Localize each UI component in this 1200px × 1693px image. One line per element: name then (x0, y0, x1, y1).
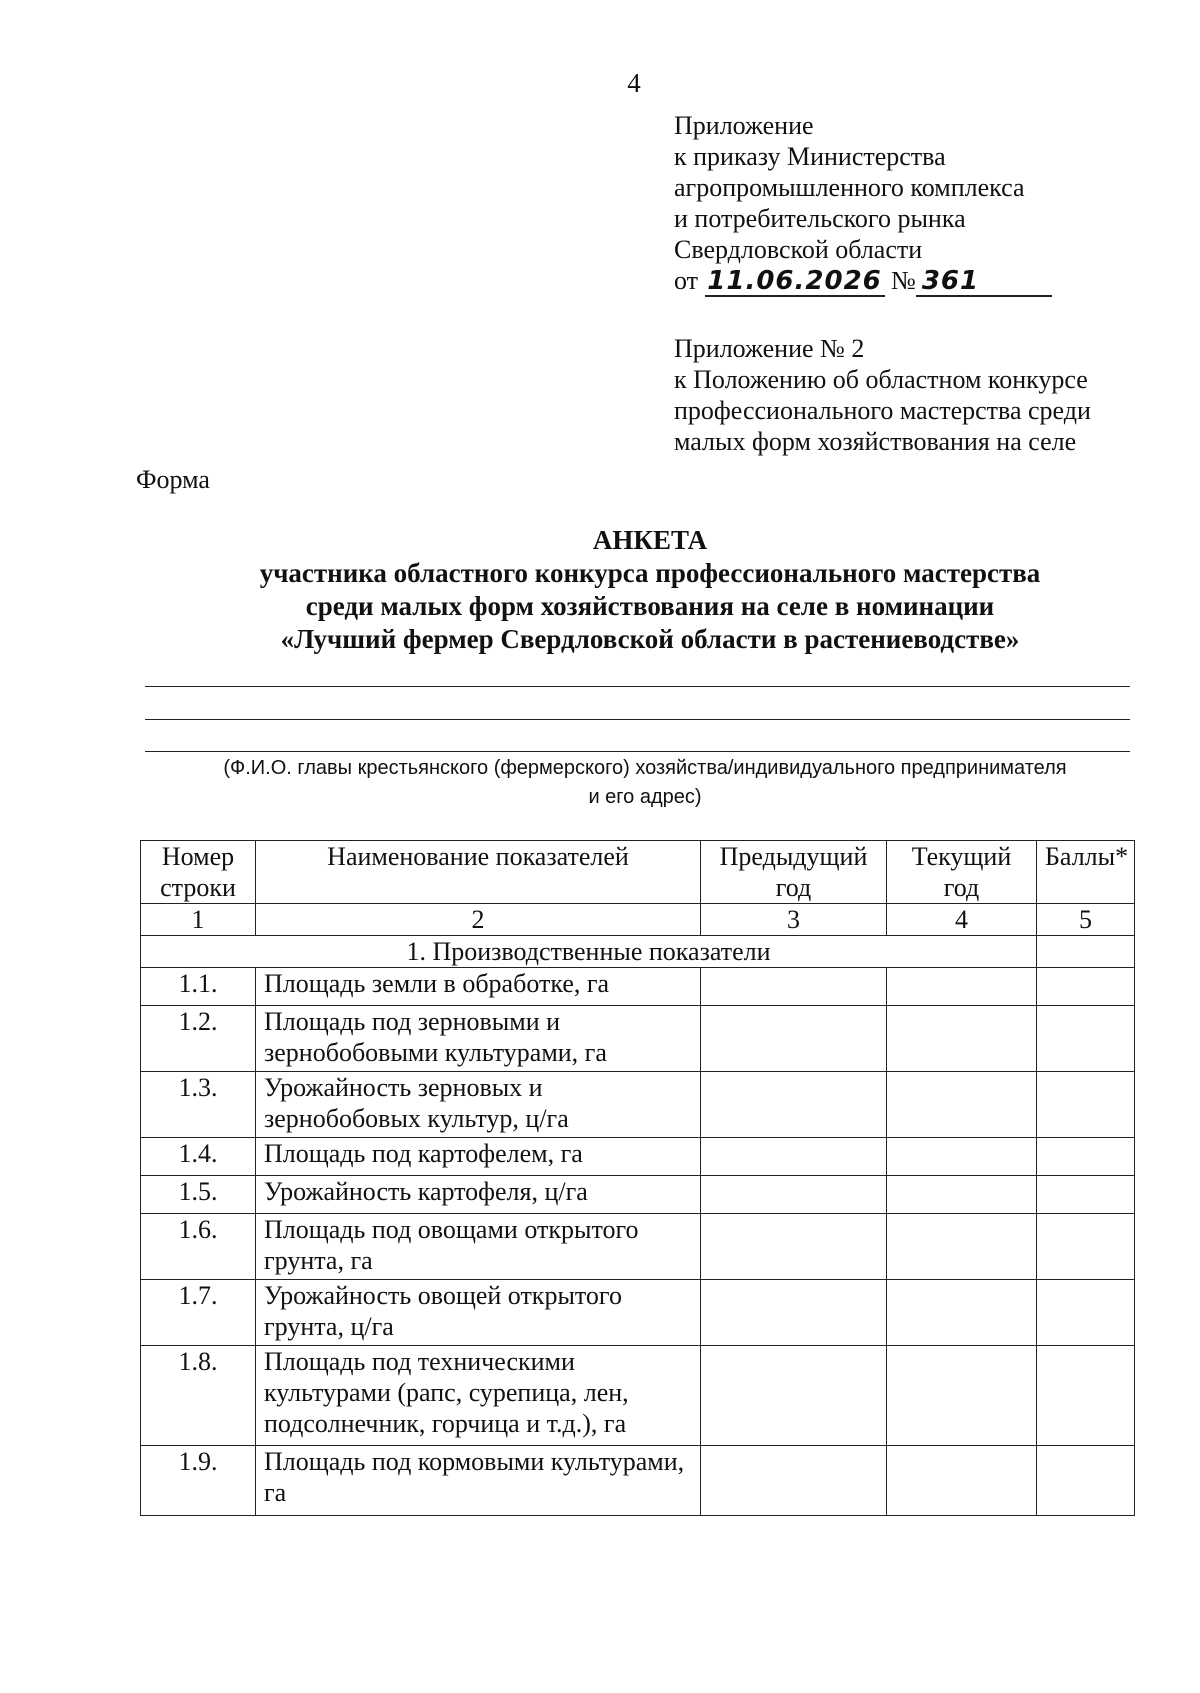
column-number: 2 (256, 904, 701, 936)
form-label: Форма (136, 465, 210, 494)
section-row (141, 936, 1135, 968)
table-row (141, 1446, 1135, 1516)
table-row (141, 1072, 1135, 1138)
table-row (141, 968, 1135, 1006)
order-number-field (916, 267, 1052, 297)
row-number: 1.3. (141, 1072, 256, 1138)
table-row (141, 1138, 1135, 1176)
current-year-cell[interactable] (887, 968, 1037, 1006)
indicator-name: Площадь под техническими культурами (рапс, сурепица, лен, подсолнечник, горчица и т.д.), га (256, 1346, 701, 1446)
handwritten-date: 11.06.2026 (707, 266, 882, 296)
indicator-name: Площадь земли в обработке, га (256, 968, 701, 1006)
table-cell (1037, 936, 1135, 968)
title-line: «Лучший фермер Свердловской области в растениеводстве» (280, 624, 1020, 654)
previous-year-cell[interactable] (701, 1176, 887, 1214)
number-prefix: № (891, 266, 916, 295)
annex2-line: малых форм хозяйствования на селе (674, 427, 1077, 456)
date-prefix: от (674, 266, 699, 295)
indicator-name: Урожайность овощей открытого грунта, ц/га (256, 1280, 701, 1346)
score-cell[interactable] (1037, 1214, 1135, 1280)
annex-order-reference (674, 110, 1052, 297)
current-year-cell[interactable] (887, 1446, 1037, 1516)
title-line: участника областного конкурса профессионального мастерства (259, 558, 1041, 588)
annex-line: к приказу Министерства (674, 142, 946, 171)
table-row (141, 1176, 1135, 1214)
table-row (141, 1346, 1135, 1446)
indicator-name: Площадь под овощами открытого грунта, га (256, 1214, 701, 1280)
annex-line: Свердловской области (674, 235, 923, 264)
score-cell[interactable] (1037, 968, 1135, 1006)
score-cell[interactable] (1037, 1446, 1135, 1516)
row-number: 1.5. (141, 1176, 256, 1214)
header-cell: Наименование показателей (256, 841, 701, 904)
table-row (141, 1214, 1135, 1280)
previous-year-cell[interactable] (701, 1346, 887, 1446)
fill-in-line (145, 719, 1130, 720)
annex2-line: профессионального мастерства среди (674, 396, 1091, 425)
row-number: 1.1. (141, 968, 256, 1006)
previous-year-cell[interactable] (701, 1138, 887, 1176)
indicators-table (140, 840, 1135, 1516)
handwritten-number: 361 (921, 266, 980, 296)
document-title (150, 524, 1150, 656)
row-number: 1.7. (141, 1280, 256, 1346)
current-year-cell[interactable] (887, 1006, 1037, 1072)
previous-year-cell[interactable] (701, 1280, 887, 1346)
row-number: 1.9. (141, 1446, 256, 1516)
annex-line: Приложение (674, 111, 814, 140)
previous-year-cell[interactable] (701, 968, 887, 1006)
title-line: среди малых форм хозяйствования на селе в номинации (305, 591, 995, 621)
score-cell[interactable] (1037, 1176, 1135, 1214)
current-year-cell[interactable] (887, 1176, 1037, 1214)
column-number: 3 (701, 904, 887, 936)
previous-year-cell[interactable] (701, 1006, 887, 1072)
row-number: 1.6. (141, 1214, 256, 1280)
section-title: 1. Производственные показатели (141, 936, 1037, 968)
current-year-cell[interactable] (887, 1280, 1037, 1346)
annex-line: и потребительского рынка (674, 204, 966, 233)
score-cell[interactable] (1037, 1346, 1135, 1446)
score-cell[interactable] (1037, 1072, 1135, 1138)
annex2-line: Приложение № 2 (674, 334, 865, 363)
previous-year-cell[interactable] (701, 1446, 887, 1516)
column-number: 1 (141, 904, 256, 936)
indicator-name: Площадь под картофелем, га (256, 1138, 701, 1176)
column-number-row (141, 904, 1135, 936)
score-cell[interactable] (1037, 1280, 1135, 1346)
caption-line: (Ф.И.О. главы крестьянского (фермерского) хозяйства/индивидуального предпринимателя (223, 757, 1067, 779)
table-row (141, 1006, 1135, 1072)
score-cell[interactable] (1037, 1138, 1135, 1176)
column-number: 4 (887, 904, 1037, 936)
annex2-line: к Положению об областном конкурсе (674, 365, 1088, 394)
current-year-cell[interactable] (887, 1072, 1037, 1138)
indicator-name: Площадь под зерновыми и зернобобовыми культурами, га (256, 1006, 701, 1072)
header-cell: Предыдущий год (701, 841, 887, 904)
current-year-cell[interactable] (887, 1214, 1037, 1280)
current-year-cell[interactable] (887, 1346, 1037, 1446)
order-date-field (705, 267, 885, 297)
previous-year-cell[interactable] (701, 1072, 887, 1138)
caption-line: и его адрес) (588, 786, 702, 808)
score-cell[interactable] (1037, 1006, 1135, 1072)
table-row (141, 1280, 1135, 1346)
indicator-name: Урожайность картофеля, ц/га (256, 1176, 701, 1214)
row-number: 1.8. (141, 1346, 256, 1446)
order-date-number-line (674, 265, 1052, 297)
current-year-cell[interactable] (887, 1138, 1037, 1176)
annex-line: агропромышленного комплекса (674, 173, 1025, 202)
header-cell: Баллы* (1037, 841, 1135, 904)
fill-in-caption (150, 754, 1140, 812)
indicator-name: Урожайность зерновых и зернобобовых культур, ц/га (256, 1072, 701, 1138)
row-number: 1.2. (141, 1006, 256, 1072)
previous-year-cell[interactable] (701, 1214, 887, 1280)
table-header-row (141, 841, 1135, 904)
indicator-name: Площадь под кормовыми культурами, га (256, 1446, 701, 1516)
header-cell: Номер строки (141, 841, 256, 904)
fill-in-line (145, 751, 1130, 752)
header-cell: Текущий год (887, 841, 1037, 904)
annex2-reference (674, 333, 1091, 457)
page-number: 4 (627, 68, 641, 98)
column-number: 5 (1037, 904, 1135, 936)
title-main: АНКЕТА (592, 525, 708, 555)
fill-in-line (145, 686, 1130, 687)
row-number: 1.4. (141, 1138, 256, 1176)
